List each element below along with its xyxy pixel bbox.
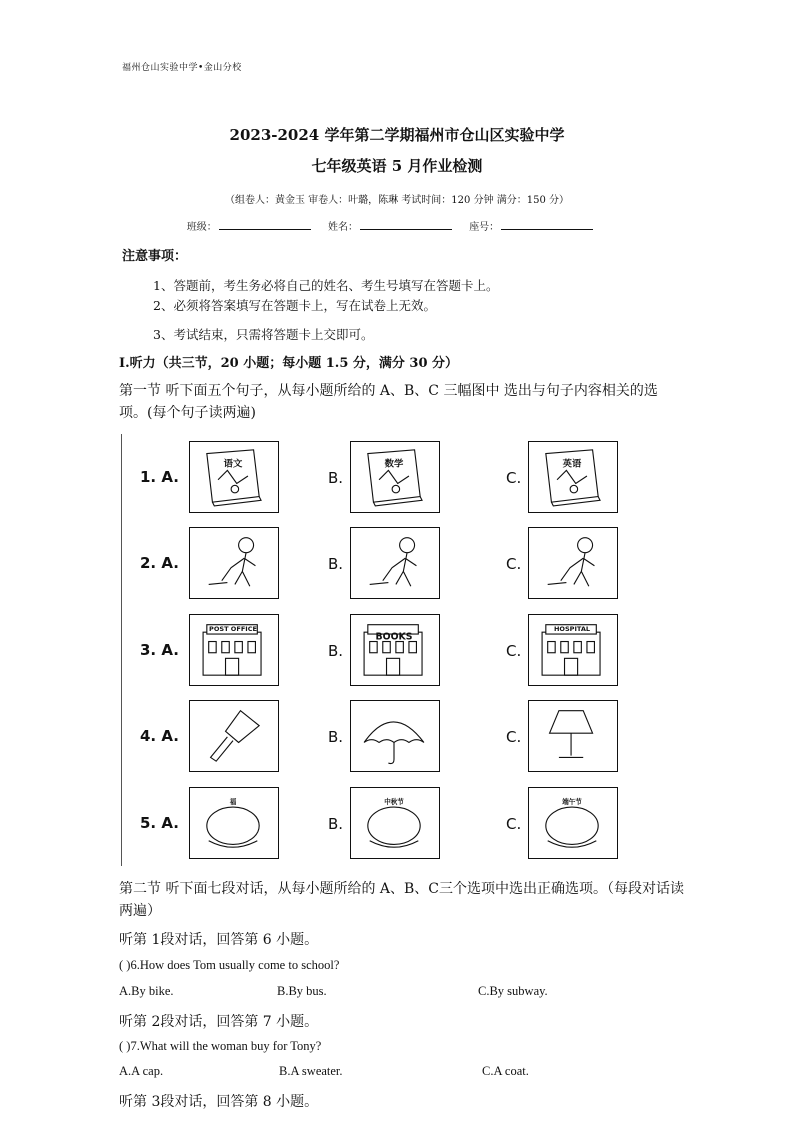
dialogue-2-prompt: 听第 2段对话，回答第 7 小题。 — [119, 1014, 319, 1030]
dialogue-3-prompt: 听第 3段对话，回答第 8 小题。 — [119, 1094, 319, 1110]
lamp-icon[interactable] — [528, 700, 618, 772]
name-blank[interactable] — [360, 218, 452, 230]
picture-caption: 端午节 — [562, 798, 582, 807]
picture-option-label[interactable]: C. — [506, 728, 522, 746]
q7-option-b[interactable]: B.A sweater. — [279, 1064, 343, 1078]
bookstore-icon[interactable] — [350, 614, 440, 686]
picture-option-label[interactable]: B. — [328, 555, 344, 573]
picture-caption: 中秋节 — [384, 798, 404, 807]
picture-caption: 数学 — [384, 458, 404, 470]
q6-option-c[interactable]: C.By subway. — [478, 984, 548, 998]
spring-festival-icon[interactable] — [189, 787, 279, 859]
note-item: 1、答题前，考生务必将自己的姓名、考生号填写在答题卡上。 — [153, 278, 499, 293]
seat-label: 座号： — [469, 222, 500, 233]
picture-option-label[interactable]: C. — [506, 642, 522, 660]
math-book-icon[interactable] — [350, 441, 440, 513]
english-book-icon[interactable] — [528, 441, 618, 513]
picture-caption: BOOKS — [375, 631, 413, 643]
note-item: 2、必须将答案填写在答题卡上，写在试卷上无效。 — [153, 298, 436, 313]
paintbrush-icon[interactable] — [189, 700, 279, 772]
part2-intro: 第二节 听下面七段对话，从每小题所给的 A、B、C三个选项中选出正确选项。（每段对话读两遍） — [119, 881, 685, 919]
picture-caption: 英语 — [562, 458, 582, 470]
part1-intro: 第一节 听下面五个句子，从每小题所给的 A、B、C 三幅图中 选出与句子内容相关的选项。(每个句子读两遍) — [119, 383, 658, 421]
picture-question-number: 5. A. — [140, 814, 179, 832]
q6-option-a[interactable]: A.By bike. — [119, 984, 174, 998]
dialogue-1-prompt: 听第 1段对话，回答第 6 小题。 — [119, 932, 319, 948]
exam-title: 2023-2024 学年第二学期福州市仓山区实验中学 — [229, 126, 565, 144]
picture-option-label[interactable]: B. — [328, 469, 344, 487]
picture-question-number: 4. A. — [140, 727, 179, 745]
q7-option-a[interactable]: A.A cap. — [119, 1064, 164, 1078]
post-office-icon[interactable] — [189, 614, 279, 686]
exam-subtitle: 七年级英语 5 月作业检测 — [311, 157, 483, 175]
class-label: 班级： — [186, 222, 217, 233]
picture-question-number: 3. A. — [140, 641, 179, 659]
picture-option-label[interactable]: B. — [328, 642, 344, 660]
notes-title: 注意事项： — [122, 249, 188, 264]
picture-option-label[interactable]: C. — [506, 815, 522, 833]
picture-option-label[interactable]: C. — [506, 555, 522, 573]
picture-caption: 语文 — [223, 458, 243, 470]
seat-blank[interactable] — [501, 218, 593, 230]
girl-cleaning-window-icon[interactable] — [350, 527, 440, 599]
picture-question-number: 1. A. — [140, 468, 179, 486]
q7-option-c[interactable]: C.A coat. — [482, 1064, 529, 1078]
picture-caption: 福 — [229, 798, 237, 807]
question-6: ( )6.How does Tom usually come to school? — [119, 958, 340, 972]
chinese-book-icon[interactable] — [189, 441, 279, 513]
name-label: 姓名： — [328, 222, 358, 233]
section-title: I.听力（共三节，20 小题；每小题 1.5 分，满分 30 分） — [119, 356, 459, 371]
hospital-icon[interactable] — [528, 614, 618, 686]
picture-caption: POST OFFICE — [209, 625, 257, 634]
mid-autumn-icon[interactable] — [350, 787, 440, 859]
picture-option-label[interactable]: C. — [506, 469, 522, 487]
dragon-boat-icon[interactable] — [528, 787, 618, 859]
class-blank[interactable] — [219, 218, 311, 230]
student-fields — [0, 218, 794, 233]
picture-option-label[interactable]: B. — [328, 815, 344, 833]
picture-question-number: 2. A. — [140, 554, 179, 572]
umbrella-icon[interactable] — [350, 700, 440, 772]
school-name: 福州仓山实验中学•金山分校 — [122, 63, 242, 73]
picture-question-grid — [120, 434, 675, 867]
picture-option-label[interactable]: B. — [328, 728, 344, 746]
q6-option-b[interactable]: B.By bus. — [277, 984, 327, 998]
picture-caption: HOSPITAL — [553, 625, 591, 634]
question-7: ( )7.What will the woman buy for Tony? — [119, 1039, 322, 1053]
girl-mopping-icon[interactable] — [189, 527, 279, 599]
girl-at-desk-icon[interactable] — [528, 527, 618, 599]
exam-info: （组卷人：黄金玉 审卷人：叶璐，陈琳 考试时间：120 分钟 满分：150 分） — [224, 195, 570, 206]
note-item: 3、考试结束，只需将答题卡上交即可。 — [153, 327, 374, 342]
